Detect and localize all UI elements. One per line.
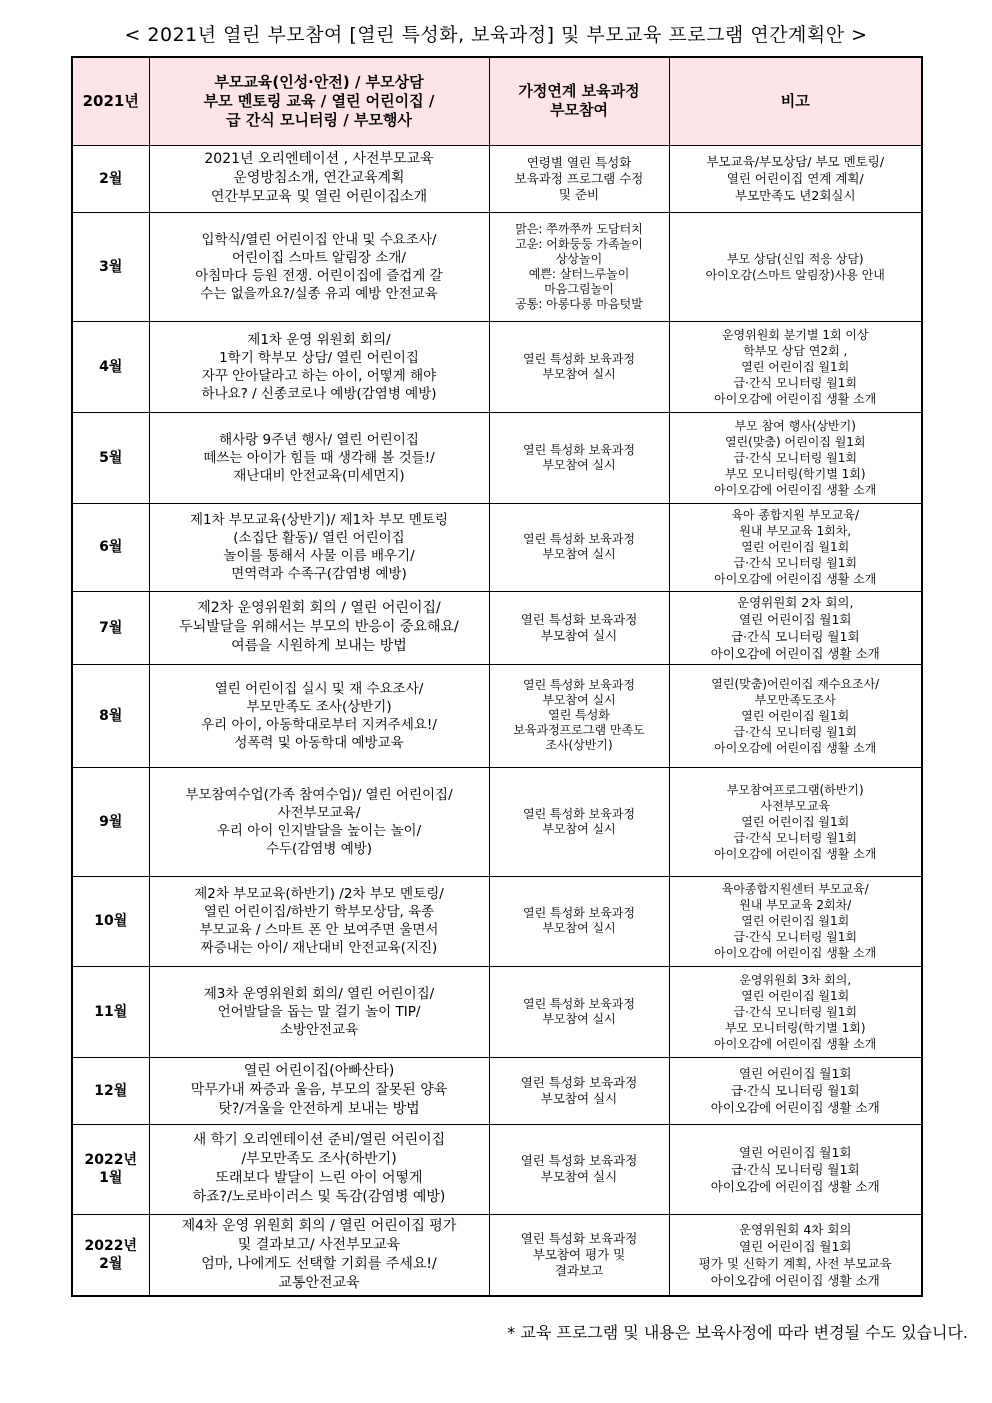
home-participation-cell: 열린 특성화 보육과정 부모참여 실시	[489, 412, 669, 503]
program-cell: 2021년 오리엔테이션 , 사전부모교육 운영방침소개, 연간교육계획 연간부모교육 및 열린 어린이집소개	[149, 145, 489, 212]
table-row	[72, 664, 922, 767]
home-participation-cell: 맑은: 쭈까쭈까 도담터치 고운: 어화둥둥 가족놀이 상상놀이 예쁜: 살터느루놀이 마음그림놀이 공통: 아롱다롱 마음텃발	[489, 212, 669, 321]
month-cell: 2022년 1월	[72, 1124, 149, 1214]
table-row	[72, 876, 922, 966]
month-cell: 10월	[72, 876, 149, 966]
program-cell: 제1차 부모교육(상반기)/ 제1차 부모 멘토링 (소집단 활동)/ 열린 어린이집 놀이를 통해서 사물 이름 배우기/ 면역력과 수족구(감염병 예방)	[149, 503, 489, 591]
month-cell: 4월	[72, 321, 149, 412]
table-row	[72, 212, 922, 321]
note-cell: 운영위원회 분기별 1회 이상 학부모 상담 연2회 , 열린 어린이집 월1회 급·간식 모니터링 월1회 아이오감에 어린이집 생활 소개	[669, 321, 922, 412]
note-cell: 부모 참여 행사(상반기) 열린(맞춤) 어린이집 월1회 급·간식 모니터링 월1회 부모 모니터링(학기별 1회) 아이오감에 어린이집 생활 소개	[669, 412, 922, 503]
home-participation-cell: 열린 특성화 보육과정 부모참여 실시	[489, 876, 669, 966]
program-cell: 제2차 운영위원회 회의 / 열린 어린이집/ 두뇌발달을 위해서는 부모의 반응이 중요해요/ 여름을 시원하게 보내는 방법	[149, 591, 489, 664]
month-cell: 8월	[72, 664, 149, 767]
plan-rows	[72, 145, 922, 1296]
table-row	[72, 1214, 922, 1296]
table-row	[72, 1057, 922, 1124]
annual-plan-table	[71, 56, 923, 1297]
program-cell: 제1차 운영 위원회 회의/ 1학기 학부모 상담/ 열린 어린이집 자꾸 안아달라고 하는 아이, 어떻게 해야 하나요? / 신종코로나 예방(감염병 예방)	[149, 321, 489, 412]
table-row	[72, 591, 922, 664]
month-cell: 5월	[72, 412, 149, 503]
program-cell: 제4차 운영 위원회 회의 / 열린 어린이집 평가 및 결과보고/ 사전부모교육 엄마, 나에게도 선택할 기회를 주세요!/ 교통안전교육	[149, 1214, 489, 1296]
home-participation-cell: 연령별 열린 특성화 보육과정 프로그램 수정 및 준비	[489, 145, 669, 212]
home-participation-cell: 열린 특성화 보육과정 부모참여 실시	[489, 767, 669, 876]
note-cell: 운영위원회 4차 회의 열린 어린이집 월1회 평가 및 신학기 계획, 사전 부모교육 아이오감에 어린이집 생활 소개	[669, 1214, 922, 1296]
home-participation-cell: 열린 특성화 보육과정 부모참여 실시	[489, 1057, 669, 1124]
month-cell: 2월	[72, 145, 149, 212]
header-note: 비고	[669, 57, 922, 145]
home-participation-cell: 열린 특성화 보육과정 부모참여 실시	[489, 503, 669, 591]
note-cell: 열린(맞춤)어린이집 재수요조사/ 부모만족도조사 열린 어린이집 월1회 급·간식 모니터링 월1회 아이오감에 어린이집 생활 소개	[669, 664, 922, 767]
home-participation-cell: 열린 특성화 보육과정 부모참여 실시	[489, 591, 669, 664]
program-cell: 제2차 부모교육(하반기) /2차 부모 멘토링/ 열린 어린이집/하반기 학부모상담, 육종 부모교육 / 스마트 폰 안 보여주면 울면서 짜증내는 아이/ 재난대비 안전교육(지진)	[149, 876, 489, 966]
home-participation-cell: 열린 특성화 보육과정 부모참여 평가 및 결과보고	[489, 1214, 669, 1296]
note-cell: 육아 종합지원 부모교육/ 원내 부모교육 1회차, 열린 어린이집 월1회 급·간식 모니터링 월1회 아이오감에 어린이집 생활 소개	[669, 503, 922, 591]
note-cell: 열린 어린이집 월1회 급·간식 모니터링 월1회 아이오감에 어린이집 생활 소개	[669, 1124, 922, 1214]
home-participation-cell: 열린 특성화 보육과정 부모참여 실시	[489, 966, 669, 1057]
header-year: 2021년	[72, 57, 149, 145]
header-row	[72, 57, 922, 145]
table-row	[72, 503, 922, 591]
note-cell: 부모교육/부모상담/ 부모 멘토링/ 열린 어린이집 연계 계획/ 부모만족도 년2회실시	[669, 145, 922, 212]
note-cell: 열린 어린이집 월1회 급·간식 모니터링 월1회 아이오감에 어린이집 생활 소개	[669, 1057, 922, 1124]
home-participation-cell: 열린 특성화 보육과정 부모참여 실시	[489, 1124, 669, 1214]
table-row	[72, 767, 922, 876]
table-row	[72, 321, 922, 412]
note-cell: 운영위원회 3차 회의, 열린 어린이집 월1회 급·간식 모니터링 월1회 부모 모니터링(학기별 1회) 아이오감에 어린이집 생활 소개	[669, 966, 922, 1057]
footnote: * 교육 프로그램 및 내용은 보육사정에 따라 변경될 수도 있습니다.	[507, 1323, 968, 1342]
month-cell: 12월	[72, 1057, 149, 1124]
program-cell: 제3차 운영위원회 회의/ 열린 어린이집/ 언어발달을 돕는 말 걸기 놀이 TIP/ 소방안전교육	[149, 966, 489, 1057]
month-cell: 2022년 2월	[72, 1214, 149, 1296]
header-program: 부모교육(인성·안전) / 부모상담 부모 멘토링 교육 / 열린 어린이집 / 급 간식 모니터링 / 부모행사	[149, 57, 489, 145]
table-row	[72, 145, 922, 212]
home-participation-cell: 열린 특성화 보육과정 부모참여 실시	[489, 321, 669, 412]
note-cell: 육아종합지원센터 부모교육/ 원내 부모교육 2회차/ 열린 어린이집 월1회 급·간식 모니터링 월1회 아이오감에 어린이집 생활 소개	[669, 876, 922, 966]
month-cell: 6월	[72, 503, 149, 591]
month-cell: 11월	[72, 966, 149, 1057]
program-cell: 열린 어린이집 실시 및 재 수요조사/ 부모만족도 조사(상반기) 우리 아이, 아동학대로부터 지켜주세요!/ 성폭력 및 아동학대 예방교육	[149, 664, 489, 767]
program-cell: 입학식/열린 어린이집 안내 및 수요조사/ 어린이집 스마트 알림장 소개/ 아침마다 등원 전쟁. 어린이집에 즐겁게 갈 수는 없을까요?/실종 유괴 예방 안전교육	[149, 212, 489, 321]
note-cell: 부모참여프로그램(하반기) 사전부모교육 열린 어린이집 월1회 급·간식 모니터링 월1회 아이오감에 어린이집 생활 소개	[669, 767, 922, 876]
program-cell: 해사랑 9주년 행사/ 열린 어린이집 떼쓰는 아이가 힘들 때 생각해 볼 것들!/ 재난대비 안전교육(미세먼지)	[149, 412, 489, 503]
program-cell: 열린 어린이집(아빠산타) 막무가내 짜증과 울음, 부모의 잘못된 양육 탓?/겨울을 안전하게 보내는 방법	[149, 1057, 489, 1124]
note-cell: 부모 상담(신입 적응 상담) 아이오감(스마트 알림장)사용 안내	[669, 212, 922, 321]
home-participation-cell: 열린 특성화 보육과정 부모참여 실시 열린 특성화 보육과정프로그램 만족도 조사(상반기)	[489, 664, 669, 767]
month-cell: 9월	[72, 767, 149, 876]
month-cell: 7월	[72, 591, 149, 664]
program-cell: 부모참여수업(가족 참여수업)/ 열린 어린이집/ 사전부모교육/ 우리 아이 인지발달을 높이는 놀이/ 수두(감염병 예방)	[149, 767, 489, 876]
page-title: < 2021년 열린 부모참여 [열린 특성화, 보육과정] 및 부모교육 프로그램 연간계획안 >	[124, 24, 868, 46]
table-row	[72, 1124, 922, 1214]
table-row	[72, 966, 922, 1057]
note-cell: 운영위원회 2차 회의, 열린 어린이집 월1회 급·간식 모니터링 월1회 아이오감에 어린이집 생활 소개	[669, 591, 922, 664]
table-row	[72, 412, 922, 503]
header-home-participation: 가정연계 보육과정 부모참여	[489, 57, 669, 145]
month-cell: 3월	[72, 212, 149, 321]
program-cell: 새 학기 오리엔테이션 준비/열린 어린이집 /부모만족도 조사(하반기) 또래보다 발달이 느린 아이 어떻게 하죠?/노로바이러스 및 독감(감염병 예방)	[149, 1124, 489, 1214]
